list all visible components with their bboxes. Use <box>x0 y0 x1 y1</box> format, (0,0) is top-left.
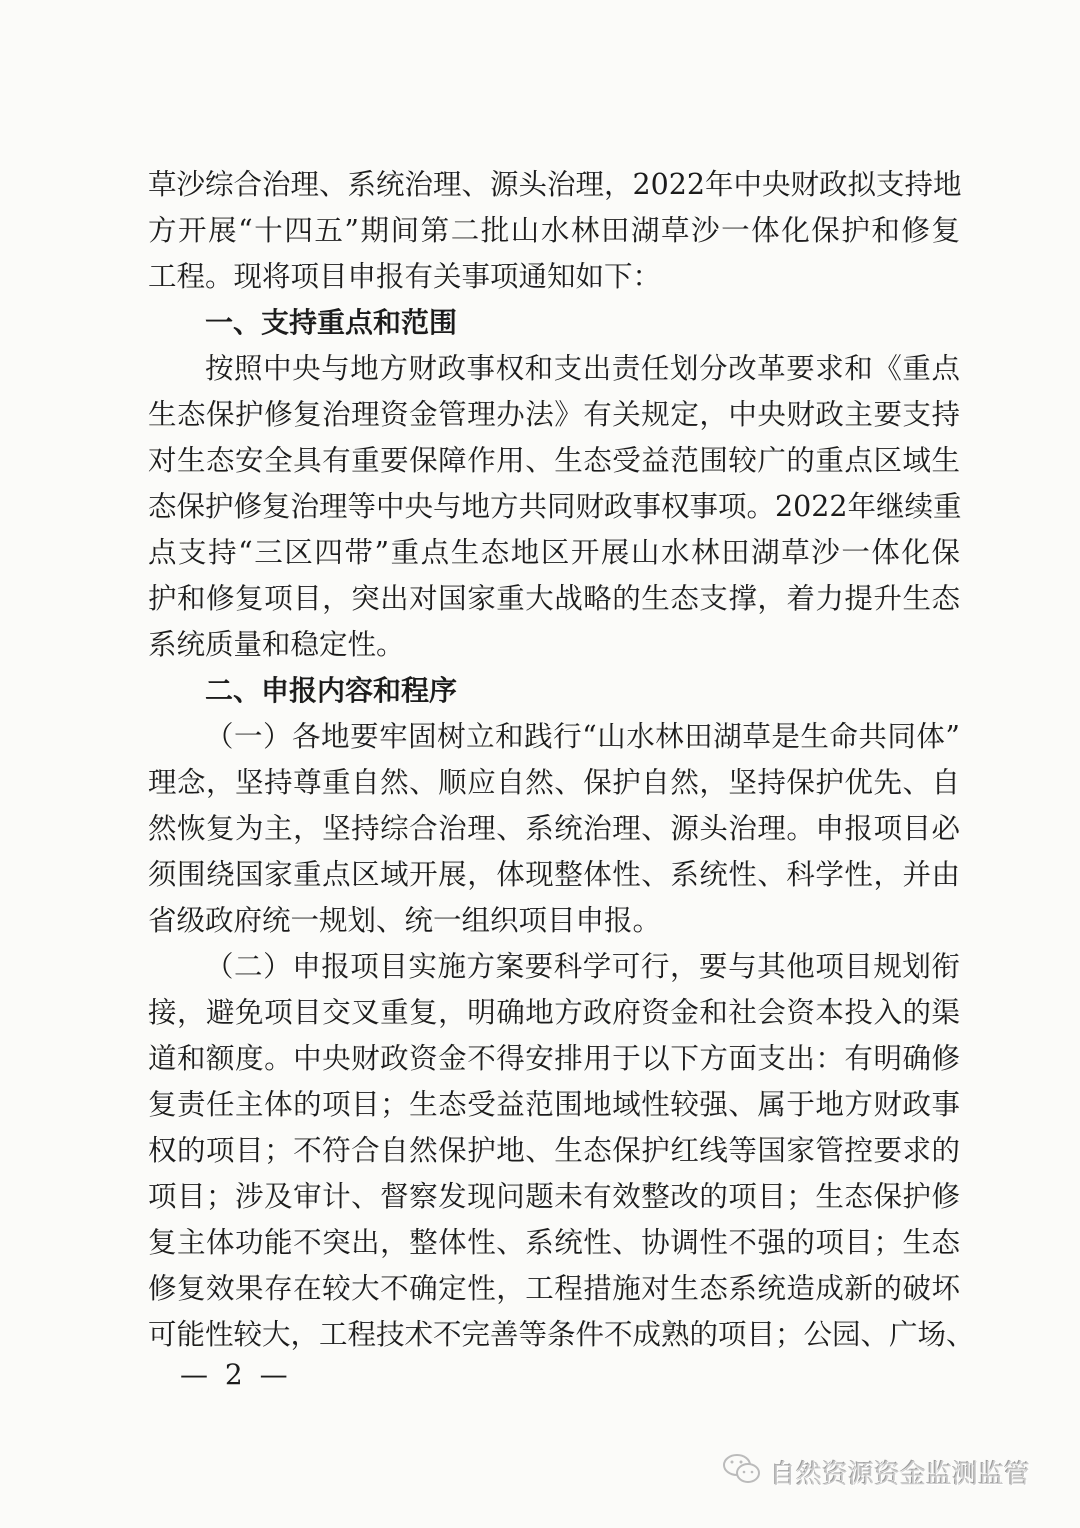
wechat-icon <box>722 1452 762 1493</box>
section-heading: 一、支持重点和范围 <box>205 306 458 339</box>
text-line: 生态保护修复治理资金管理办法》有关规定，中央财政主要支持 <box>148 398 960 431</box>
text-line: 权的项目；不符合自然保护地、生态保护红线等国家管控要求的 <box>148 1134 960 1167</box>
text-line: 对生态安全具有重要保障作用、生态受益范围较广的重点区域生 <box>148 444 960 477</box>
text-line: （二）申报项目实施方案要科学可行，要与其他项目规划衔 <box>205 950 960 983</box>
text-line: 接，避免项目交叉重复，明确地方政府资金和社会资本投入的渠 <box>148 996 960 1029</box>
text-line: 方开展“十四五”期间第二批山水林田湖草沙一体化保护和修复 <box>148 214 960 247</box>
text-line: 系统质量和稳定性。 <box>148 628 405 661</box>
text-line: 护和修复项目，突出对国家重大战略的生态支撑，着力提升生态 <box>148 582 960 615</box>
text-line: 点支持“三区四带”重点生态地区开展山水林田湖草沙一体化保 <box>148 536 960 569</box>
text-line: 按照中央与地方财政事权和支出责任划分改革要求和《重点 <box>205 352 960 385</box>
text-line: 道和额度。中央财政资金不得安排用于以下方面支出：有明确修 <box>148 1042 960 1075</box>
text-line: 然恢复为主，坚持综合治理、系统治理、源头治理。申报项目必 <box>148 812 960 845</box>
text-line: 态保护修复治理等中央与地方共同财政事权事项。2022年继续重 <box>148 490 962 523</box>
section-heading: 二、申报内容和程序 <box>205 674 458 707</box>
text-line: 修复效果存在较大不确定性，工程措施对生态系统造成新的破坏 <box>148 1272 960 1305</box>
text-line: 须围绕国家重点区域开展，体现整体性、系统性、科学性，并由 <box>148 858 960 891</box>
text-line: （一）各地要牢固树立和践行“山水林田湖草是生命共同体” <box>205 720 960 753</box>
watermark-text: 自然资源资金监测监管 <box>770 1460 1031 1490</box>
text-line: 理念，坚持尊重自然、顺应自然、保护自然，坚持保护优先、自 <box>148 766 960 799</box>
text-line: 复责任主体的项目；生态受益范围地域性较强、属于地方财政事 <box>148 1088 960 1121</box>
text-line: 项目；涉及审计、督察发现问题未有效整改的项目；生态保护修 <box>148 1180 960 1213</box>
text-line: 省级政府统一规划、统一组织项目申报。 <box>148 904 662 937</box>
watermark <box>722 1452 1030 1493</box>
text-line: 可能性较大，工程技术不完善等条件不成熟的项目；公园、广场、 <box>148 1318 975 1351</box>
text-line: 复主体功能不突出，整体性、系统性、协调性不强的项目；生态 <box>148 1226 960 1259</box>
text-line: 工程。现将项目申报有关事项通知如下： <box>148 260 662 293</box>
page-number: — 2 — <box>180 1358 292 1391</box>
text-line: 草沙综合治理、系统治理、源头治理，2022年中央财政拟支持地 <box>148 168 962 201</box>
